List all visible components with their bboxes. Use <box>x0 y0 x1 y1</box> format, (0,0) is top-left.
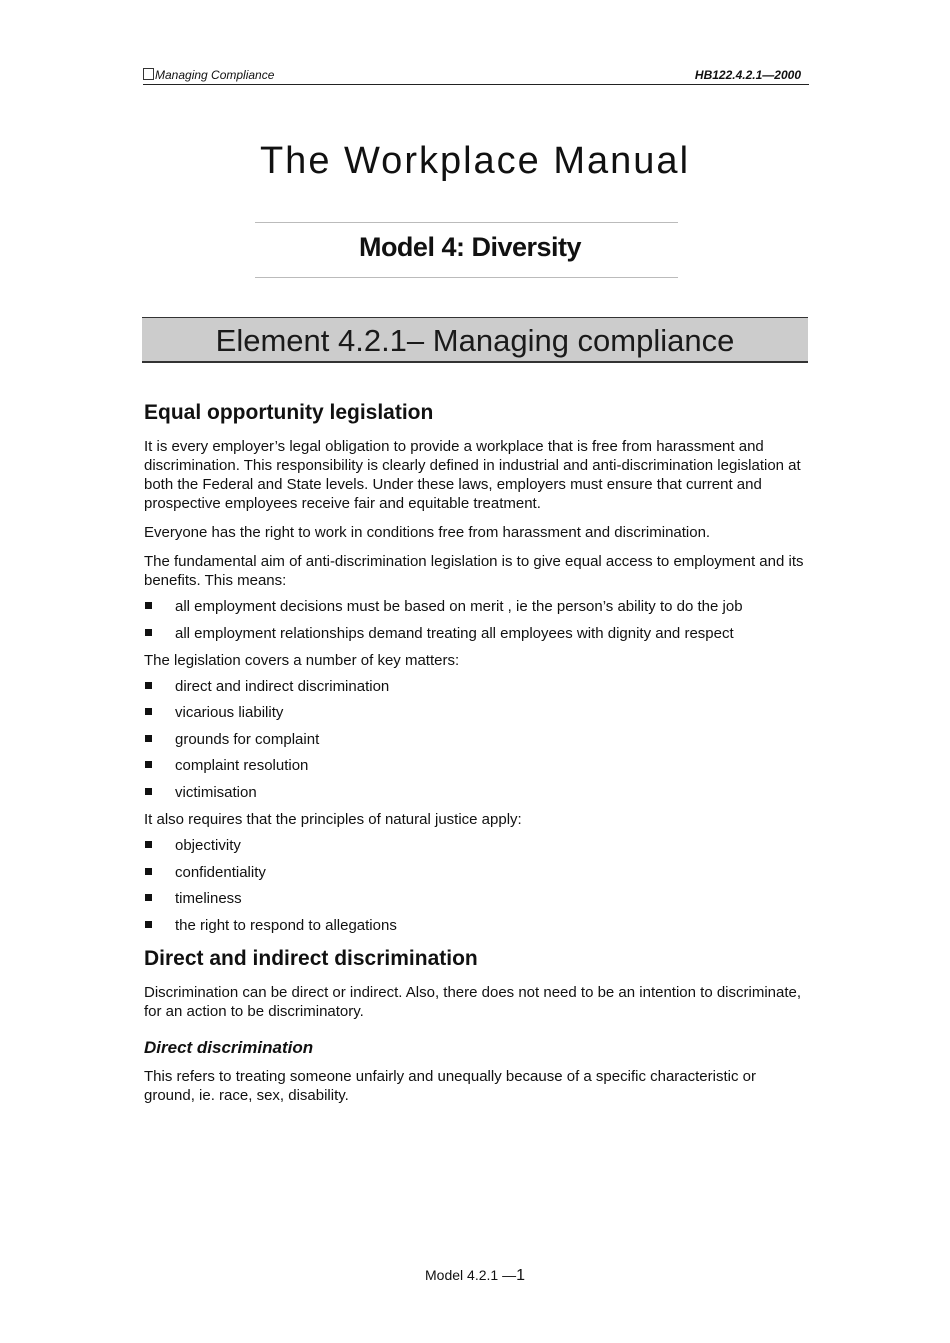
list-item <box>144 783 810 802</box>
square-bullet-icon <box>145 788 152 795</box>
list-item-text: vicarious liability <box>175 704 284 722</box>
paragraph: It is every employer’s legal obligation to provide a workplace that is free from harassment and discrimination. This responsibility is clearly defined in industrial and anti-discrimination legislation at both the Federal and State levels. Under these laws, employers must ensure that current and prospective employees receive fair and equitable treatment. <box>144 438 801 512</box>
square-bullet-icon <box>145 761 152 768</box>
list-item-text: direct and indirect discrimination <box>175 677 390 695</box>
manual-title: The Workplace Manual <box>259 140 691 182</box>
paragraph: This refers to treating someone unfairly and unequally because of a specific characteristic or ground, ie. race, sex, disability. <box>144 1067 756 1104</box>
list-item <box>144 597 810 616</box>
square-bullet-icon <box>145 868 152 875</box>
paragraph: The fundamental aim of anti-discrimination legislation is to give equal access to employment and its benefits. This means: <box>144 553 804 589</box>
bullet-list-key-matters <box>144 677 810 802</box>
page-content <box>144 399 810 1115</box>
list-item <box>144 889 810 908</box>
bullet-list-aims <box>144 597 810 643</box>
list-item <box>144 677 810 696</box>
list-item-text: all employment decisions must be based on merit , ie the person’s ability to do the job <box>175 598 743 615</box>
header-document-code: HB122.4.2.1—2000 <box>694 68 801 82</box>
list-item-text: timeliness <box>175 890 242 908</box>
bullet-list-natural-justice <box>144 836 810 935</box>
paragraph: The legislation covers a number of key matters: <box>144 651 460 669</box>
square-bullet-icon <box>145 602 152 609</box>
element-banner <box>142 317 808 363</box>
page-footer <box>0 1267 950 1285</box>
list-item <box>144 916 810 935</box>
element-title: Element 4.2.1– Managing compliance <box>215 323 735 358</box>
square-bullet-icon <box>145 921 152 928</box>
square-bullet-icon <box>145 629 152 636</box>
list-item-text: all employment relationships demand treating all employees with dignity and respect <box>175 624 734 642</box>
header-left <box>143 68 274 82</box>
section-heading-direct-indirect: Direct and indirect discrimination <box>144 946 478 970</box>
list-item-text: confidentiality <box>175 863 266 881</box>
list-item <box>144 836 810 855</box>
title-divider-top <box>255 222 678 223</box>
page-number: 1 <box>516 1267 525 1284</box>
list-item <box>144 863 810 882</box>
list-item-text: objectivity <box>175 836 241 854</box>
title-divider-bottom <box>255 277 678 278</box>
list-item-text: victimisation <box>175 783 257 801</box>
subheading-direct-discrimination: Direct discrimination <box>144 1037 314 1057</box>
list-item-text: grounds for complaint <box>175 730 320 748</box>
model-title: Model 4: Diversity <box>358 232 582 262</box>
list-item <box>144 703 810 722</box>
list-item-text: the right to respond to allegations <box>175 916 397 934</box>
paragraph: Discrimination can be direct or indirect. Also, there does not need to be an intention to discriminate, for an action to be discriminatory. <box>144 983 802 1020</box>
footer-label: Model 4.2.1 — <box>425 1267 517 1283</box>
header-section-title: Managing Compliance <box>155 68 275 82</box>
list-item-text: complaint resolution <box>175 757 309 775</box>
square-bullet-icon <box>145 735 152 742</box>
list-item <box>144 756 810 775</box>
list-item <box>144 624 810 643</box>
square-bullet-icon <box>145 708 152 715</box>
checkbox-icon <box>143 68 154 80</box>
page-header <box>143 66 809 85</box>
square-bullet-icon <box>145 894 152 901</box>
square-bullet-icon <box>145 841 152 848</box>
paragraph: It also requires that the principles of natural justice apply: <box>144 810 522 828</box>
paragraph: Everyone has the right to work in conditions free from harassment and discrimination. <box>144 524 711 541</box>
square-bullet-icon <box>145 682 152 689</box>
list-item <box>144 730 810 749</box>
section-heading-equal-opportunity: Equal opportunity legislation <box>144 401 434 424</box>
